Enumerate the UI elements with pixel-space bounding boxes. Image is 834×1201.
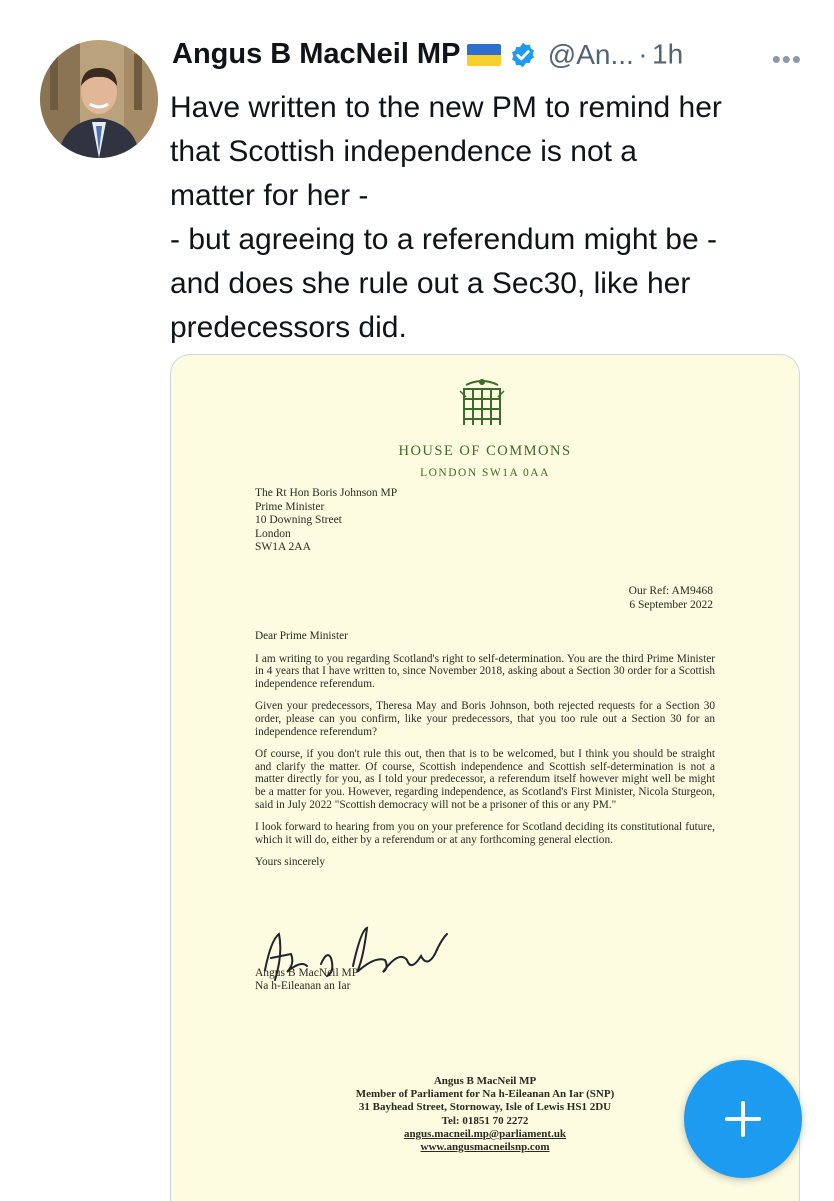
author-name[interactable]: Angus B MacNeil MP (172, 38, 461, 70)
portcullis-icon (456, 377, 508, 433)
timestamp[interactable]: 1h (652, 38, 684, 70)
signer-name: Angus B MacNeil MP Na h-Eileanan an Iar (255, 967, 359, 992)
ukraine-flag-icon (467, 44, 501, 66)
footer-constituency: Member of Parliament for Na h-Eileanan An Iar (SNP) (355, 1088, 615, 1101)
avatar[interactable] (40, 40, 158, 158)
footer-name: Angus B MacNeil MP (433, 1075, 537, 1087)
verified-badge-icon (509, 41, 537, 69)
letter-paragraph: Given your predecessors, Theresa May and Boris Johnson, both rejected requests for a Section 30 order, please can you confirm, like your predecessors, that you too rule out a Section 30 for an independence referendum? (255, 700, 715, 738)
compose-button[interactable] (684, 1060, 802, 1178)
letter-paragraph: Of course, if you don't rule this out, then that is to be welcomed, but I think you should be straight and clarify the matter. Of course, Scottish independence and Scottish self-determination is not a matter directly for you, as I told your predecessor, a referendum itself however might well be might be a matter for you. However, regarding independence, as Scotland's First Minister, Nicola Sturgeon, said in July 2022 "Scottish democracy will not be a prisoner of this or any PM." (255, 748, 715, 811)
letter-paragraph: I look forward to hearing from you on your preference for Scotland deciding its constitutional future, which it will do, either by a referendum or at any forthcoming general election. (255, 821, 715, 846)
letter-paragraph: I am writing to you regarding Scotland's right to self-determination. You are the third Prime Minister in 4 years that I have written to, since November 2018, asking about a Section 30 order for a Scottish independence referendum. (255, 652, 715, 690)
closing: Yours sincerely (255, 856, 326, 869)
letterhead-address: LONDON SW1A 0AA (420, 467, 550, 479)
more-options-icon[interactable]: ••• (771, 44, 802, 74)
footer-phone: Tel: 01851 70 2272 (441, 1114, 529, 1127)
letter-body (255, 630, 715, 879)
letter-reference: Our Ref: AM9468 6 September 2022 (628, 585, 713, 611)
letterhead-title: HOUSE OF COMMONS (398, 443, 572, 459)
plus-icon (721, 1097, 765, 1141)
footer-email: angus.macneil.mp@parliament.uk (403, 1127, 567, 1140)
separator: · (638, 38, 648, 70)
author-handle[interactable]: @An... (547, 38, 634, 70)
tweet-header (172, 38, 802, 82)
tweet-text: Have written to the new PM to remind her that Scottish independence is not a matter for her - - but agreeing to a referendum might be - and does she rule out a Sec30, like her predecessors did. (170, 91, 722, 344)
recipient-address: The Rt Hon Boris Johnson MP Prime Minister 10 Downing Street London SW1A 2AA (255, 487, 398, 553)
footer-address: 31 Bayhead Street, Stornoway, Isle of Lewis HS1 2DU (358, 1101, 612, 1114)
salutation: Dear Prime Minister (255, 630, 348, 642)
footer-website: www.angusmacneilsnp.com (420, 1141, 550, 1154)
